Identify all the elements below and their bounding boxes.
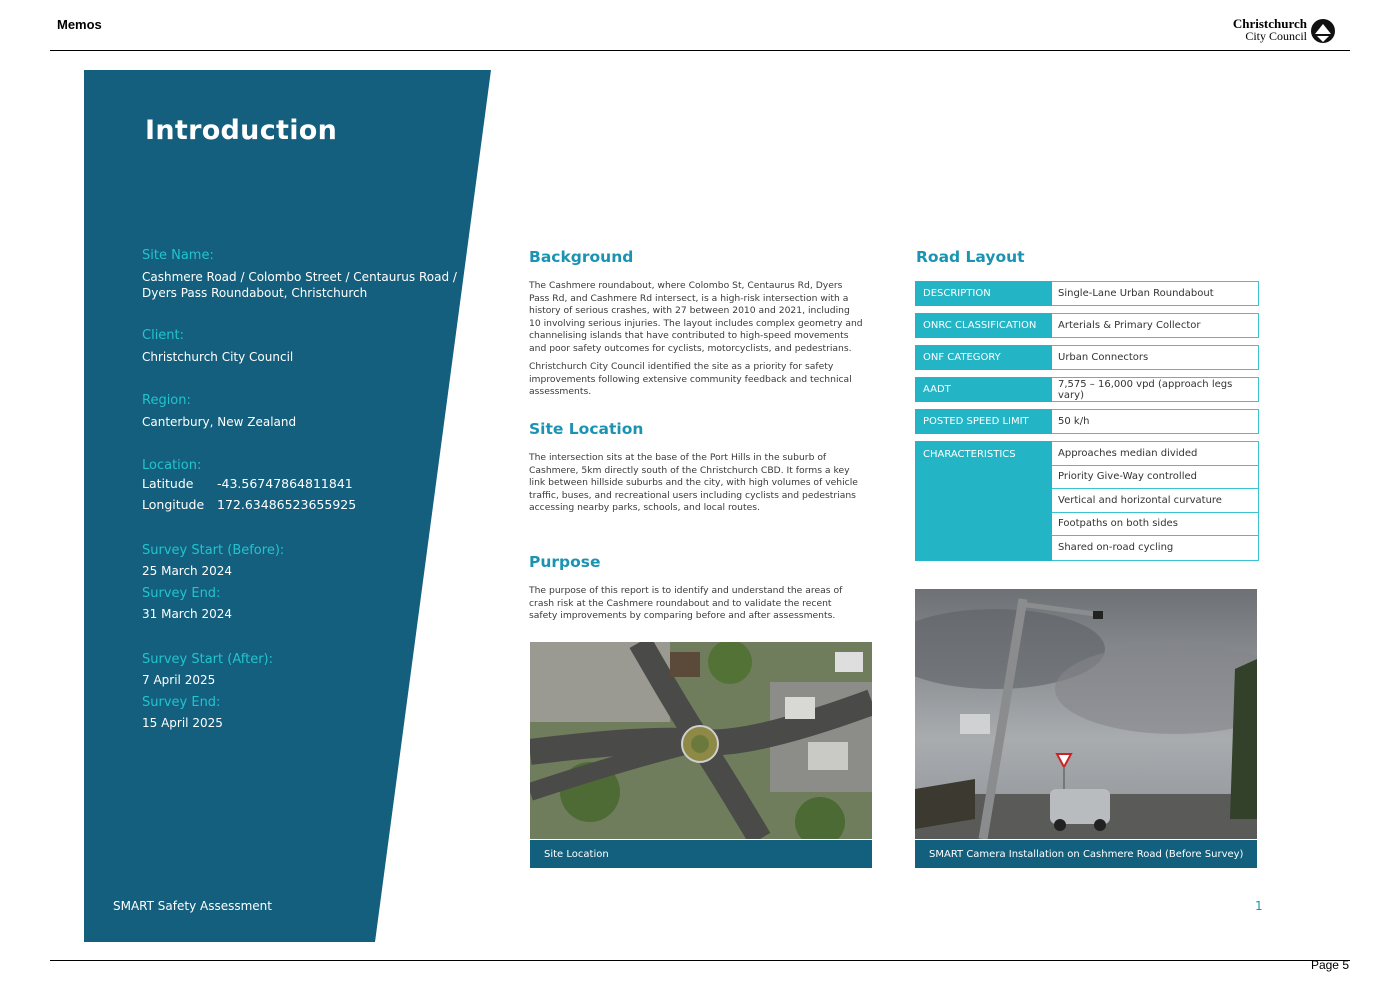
text-line: Christchurch City Council identified the site as a priority for safety xyxy=(529,361,834,372)
header-rule xyxy=(50,50,1350,51)
panel-footer: SMART Safety Assessment xyxy=(113,899,272,913)
road-layout-table xyxy=(915,281,1259,561)
longitude-key: Longitude xyxy=(142,497,205,512)
text-line: The intersection sits at the base of the Port Hills in the suburb of xyxy=(529,452,827,463)
table-row xyxy=(915,345,1259,370)
survey-end-after-label: Survey End: xyxy=(142,695,221,710)
background-paragraph-1 xyxy=(529,280,863,355)
longitude-row xyxy=(142,494,356,515)
survey-end-after-value: 15 April 2025 xyxy=(142,716,223,730)
text-line: Cashmere, 5km directly south of the Christchurch CBD. It forms a key xyxy=(529,464,850,476)
survey-start-after-value: 7 April 2025 xyxy=(142,673,216,687)
region-value: Canterbury, New Zealand xyxy=(142,415,297,429)
background-paragraph-2 xyxy=(529,361,852,399)
text-line: crash risk at the Cashmere roundabout and to validate the recent xyxy=(529,597,832,609)
purpose-paragraph xyxy=(529,585,842,623)
longitude-value: 172.63486523655925 xyxy=(217,497,357,512)
text-line: improvements following extensive community feedback and technical xyxy=(529,373,852,385)
purpose-heading: Purpose xyxy=(529,553,601,571)
intro-title: Introduction xyxy=(145,115,338,146)
text-line: and poor safety outcomes for cyclists, motorcyclists, and pedestrians. xyxy=(529,342,852,354)
text-line: link between hillside suburbs and the city, with high volumes of vehicle xyxy=(529,477,858,488)
text-line: Pass Rd, and Cashmere Rd intersect, is a high-risk intersection with a xyxy=(529,292,849,304)
survey-after-block xyxy=(142,652,273,731)
survey-end-before-value: 31 March 2024 xyxy=(142,607,233,621)
site-name-block xyxy=(142,248,457,301)
characteristics-row xyxy=(915,441,1259,561)
row-value: Arterials & Primary Collector xyxy=(1052,313,1259,338)
list-item: Approaches median divided xyxy=(1052,442,1258,466)
site-location-paragraph xyxy=(529,452,858,515)
location-block xyxy=(142,458,356,515)
text-line: The Cashmere roundabout, where Colombo St, Centaurus Rd, Dyers xyxy=(529,280,843,291)
list-item: Vertical and horizontal curvature xyxy=(1052,489,1258,513)
row-value: Single-Lane Urban Roundabout xyxy=(1052,281,1259,306)
table-row xyxy=(915,281,1259,306)
logo-line1: Christchurch xyxy=(1232,16,1307,31)
row-key: CHARACTERISTICS xyxy=(915,441,1052,561)
location-label: Location: xyxy=(142,458,202,473)
survey-end-before-label: Survey End: xyxy=(142,586,221,601)
site-location-heading: Site Location xyxy=(529,420,644,438)
characteristics-list xyxy=(1052,441,1259,561)
survey-start-before-label: Survey Start (Before): xyxy=(142,543,285,558)
region-label: Region: xyxy=(142,393,191,408)
client-block xyxy=(142,328,293,365)
row-key: AADT xyxy=(915,377,1052,402)
row-key: ONRC CLASSIFICATION xyxy=(915,313,1052,338)
row-value: Urban Connectors xyxy=(1052,345,1259,370)
row-key: POSTED SPEED LIMIT xyxy=(915,409,1052,434)
list-item: Footpaths on both sides xyxy=(1052,513,1258,537)
row-key: DESCRIPTION xyxy=(915,281,1052,306)
page-number: 1 xyxy=(1255,899,1263,913)
client-label: Client: xyxy=(142,328,185,343)
survey-start-after-label: Survey Start (After): xyxy=(142,652,273,667)
region-block xyxy=(142,393,296,430)
site-name-line1: Cashmere Road / Colombo Street / Centaurus Road / xyxy=(142,270,457,284)
text-line: history of serious crashes, with 27 between 2010 and 2021, including xyxy=(529,305,850,316)
row-value: 7,575 – 16,000 vpd (approach legs vary) xyxy=(1052,377,1259,402)
survey-before-block xyxy=(142,543,284,622)
table-row xyxy=(915,409,1259,434)
text-line: accessing nearby parks, schools, and local routes. xyxy=(529,502,760,513)
site-photo-caption: Site Location xyxy=(530,840,872,868)
latitude-key: Latitude xyxy=(142,476,194,491)
background-heading: Background xyxy=(529,248,634,266)
site-name-label: Site Name: xyxy=(142,248,214,263)
road-layout-heading: Road Layout xyxy=(916,248,1025,266)
footer-rule xyxy=(50,960,1350,961)
row-key: ONF CATEGORY xyxy=(915,345,1052,370)
council-logo xyxy=(1220,16,1340,46)
site-aerial-photo xyxy=(530,642,872,839)
page-footer-label: Page 5 xyxy=(1310,958,1349,972)
table-row xyxy=(915,377,1259,402)
site-name-line2: Dyers Pass Roundabout, Christchurch xyxy=(142,286,368,300)
latitude-row xyxy=(142,473,356,494)
camera-installation-photo xyxy=(915,589,1257,839)
text-line: traffic, buses, and recreational users including cyclists and pedestrians xyxy=(529,489,856,501)
latitude-value: -43.56747864811841 xyxy=(217,476,353,491)
list-item: Priority Give-Way controlled xyxy=(1052,466,1258,490)
survey-start-before-value: 25 March 2024 xyxy=(142,564,233,578)
list-item: Shared on-road cycling xyxy=(1058,542,1174,554)
text-line: assessments. xyxy=(529,386,592,397)
row-value: 50 k/h xyxy=(1052,409,1259,434)
cathedral-emblem-icon xyxy=(1310,18,1336,44)
text-line: The purpose of this report is to identify and understand the areas of xyxy=(529,585,843,596)
text-line: 10 involving serious injuries. The layout includes complex geometry and xyxy=(529,317,863,329)
camera-photo-caption: SMART Camera Installation on Cashmere Road (Before Survey) xyxy=(915,840,1257,868)
client-value: Christchurch City Council xyxy=(142,350,294,364)
logo-line2: City Council xyxy=(1245,29,1307,43)
text-line: safety improvements by comparing before and after assessments. xyxy=(529,610,836,621)
document-title: Memos xyxy=(57,17,102,32)
text-line: channelising islands that have contributed to high-speed movements xyxy=(529,330,849,341)
table-row xyxy=(915,313,1259,338)
